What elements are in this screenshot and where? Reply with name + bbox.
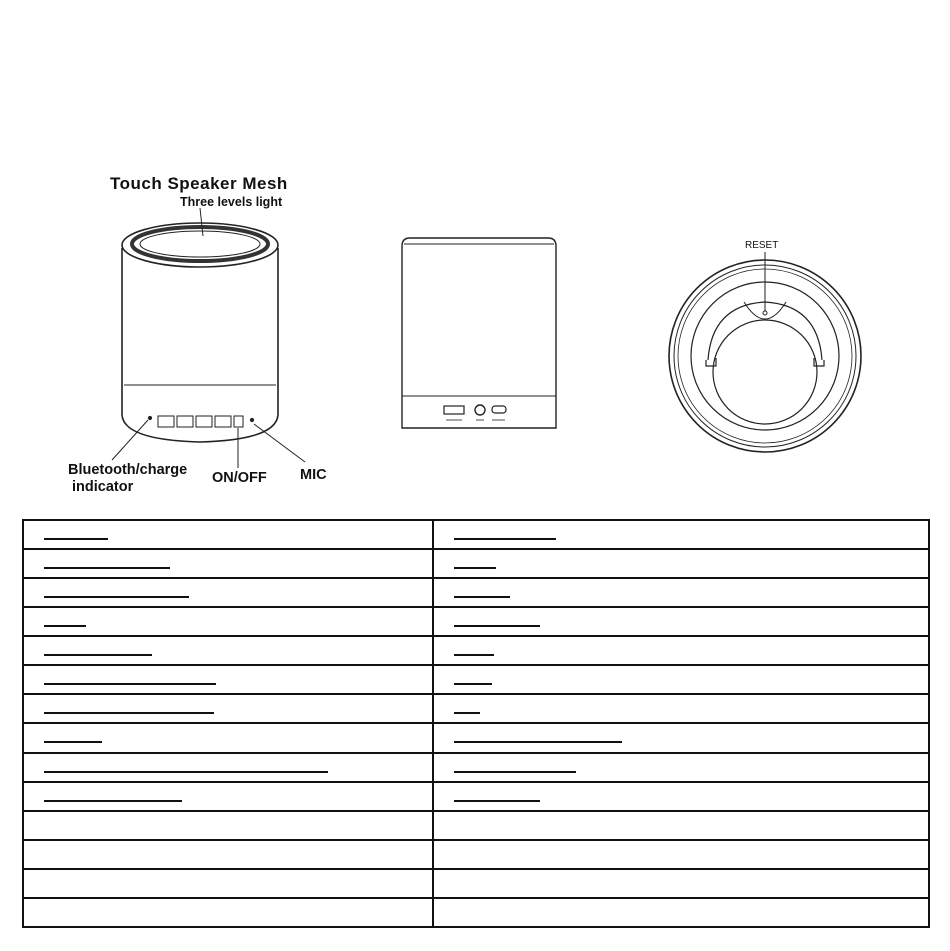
redacted-text [44, 567, 170, 569]
redacted-text [454, 596, 510, 598]
table-cell-right [433, 607, 929, 636]
table-cell-right [433, 898, 929, 927]
redacted-text [454, 538, 556, 540]
table-row [23, 840, 929, 869]
figure-subtitle: Three levels light [180, 195, 283, 209]
table-row [23, 869, 929, 898]
table-row [23, 607, 929, 636]
table-row [23, 898, 929, 927]
table-cell-left [23, 811, 433, 840]
redacted-text [44, 625, 86, 627]
redacted-text [44, 712, 214, 714]
bluetooth-callout-line2: indicator [72, 479, 134, 495]
redacted-text [454, 654, 494, 656]
table-cell-left [23, 753, 433, 782]
on-off-callout: ON/OFF [212, 470, 267, 486]
table-cell-right [433, 578, 929, 607]
table-cell-right [433, 520, 929, 549]
table-row [23, 665, 929, 694]
table-cell-left [23, 578, 433, 607]
redacted-text [454, 712, 480, 714]
table-cell-right [433, 665, 929, 694]
bluetooth-callout-line1: Bluetooth/charge [68, 462, 188, 478]
table-cell-left [23, 520, 433, 549]
redacted-text [454, 771, 576, 773]
redacted-text [44, 596, 189, 598]
table-row [23, 578, 929, 607]
table-row [23, 520, 929, 549]
table-row [23, 811, 929, 840]
table-cell-left [23, 549, 433, 578]
table-cell-right [433, 694, 929, 723]
table-row [23, 753, 929, 782]
redacted-text [454, 741, 622, 743]
redacted-text [454, 800, 540, 802]
spec-table [22, 519, 930, 928]
table-row [23, 694, 929, 723]
table-cell-left [23, 636, 433, 665]
redacted-text [454, 567, 496, 569]
redacted-text [454, 683, 492, 685]
table-row [23, 723, 929, 752]
mic-callout: MIC [300, 467, 327, 483]
reset-callout: RESET [745, 240, 779, 251]
table-cell-right [433, 869, 929, 898]
redacted-text [44, 741, 102, 743]
front-view-illustration [112, 208, 305, 468]
table-cell-right [433, 753, 929, 782]
redacted-text [454, 625, 540, 627]
table-cell-right [433, 636, 929, 665]
redacted-text [44, 538, 108, 540]
redacted-text [44, 654, 152, 656]
table-cell-left [23, 694, 433, 723]
table-row [23, 636, 929, 665]
table-cell-left [23, 723, 433, 752]
figure-title: Touch Speaker Mesh [110, 174, 288, 193]
redacted-text [44, 683, 216, 685]
table-cell-left [23, 869, 433, 898]
table-cell-right [433, 723, 929, 752]
bottom-view-illustration [669, 252, 861, 452]
table-cell-right [433, 811, 929, 840]
table-cell-left [23, 665, 433, 694]
table-cell-left [23, 840, 433, 869]
table-cell-right [433, 782, 929, 811]
redacted-text [44, 800, 182, 802]
table-cell-left [23, 898, 433, 927]
table-row [23, 549, 929, 578]
redacted-text [44, 771, 328, 773]
table-cell-right [433, 549, 929, 578]
table-cell-left [23, 782, 433, 811]
table-cell-left [23, 607, 433, 636]
table-cell-right [433, 840, 929, 869]
back-view-illustration [402, 238, 556, 428]
table-row [23, 782, 929, 811]
